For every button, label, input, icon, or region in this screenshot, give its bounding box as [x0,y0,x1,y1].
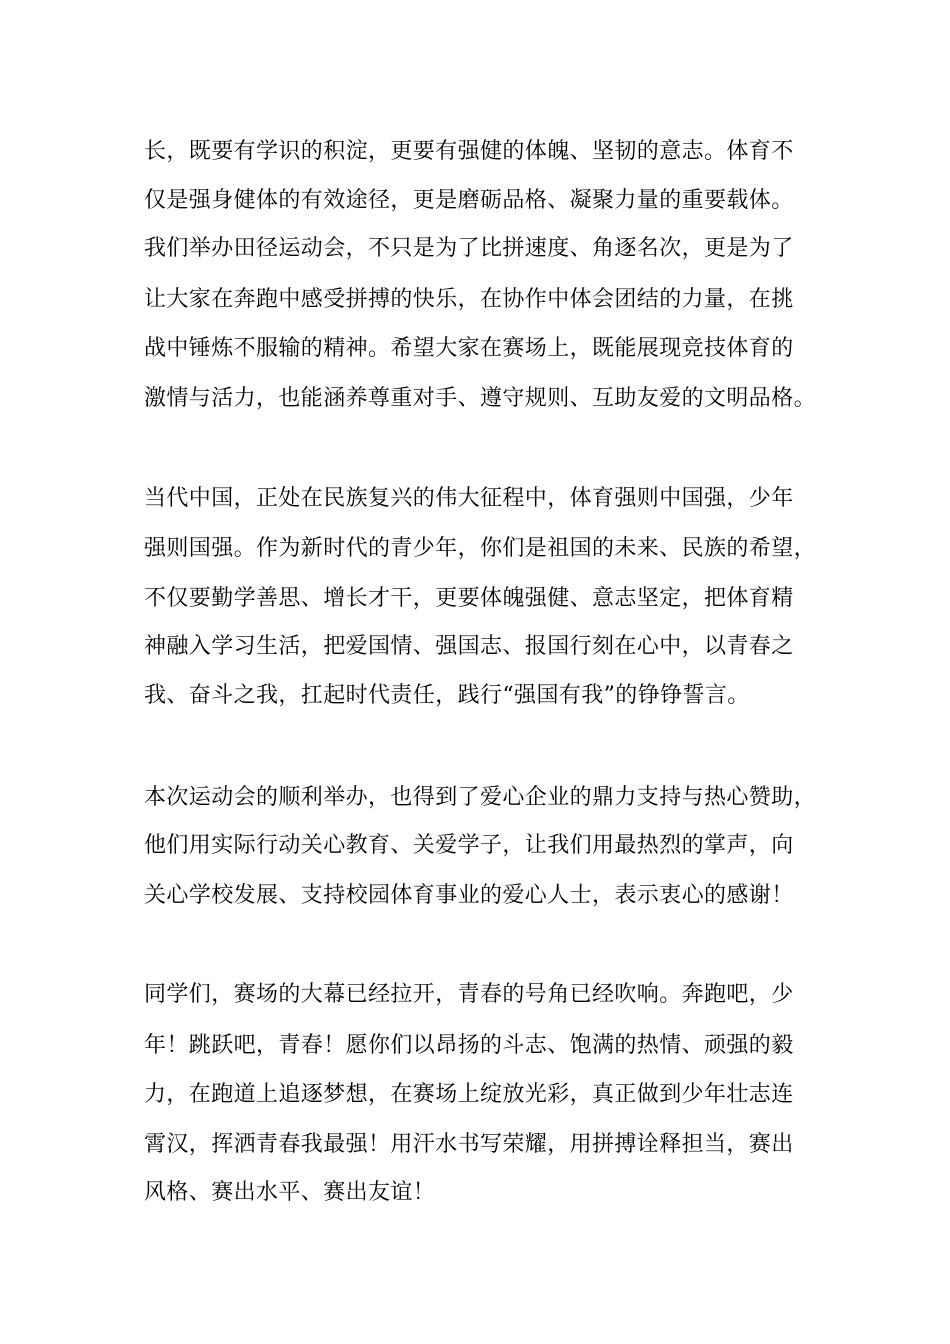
text-line: 强则国强。作为新时代的青少年，你们是祖国的未来、民族的希望， [144,536,817,561]
text-line: 关心学校发展、支持校园体育事业的爱心人士，表示衷心的感谢！ [144,883,794,908]
text-line: 神融入学习生活，把爱国情、强国志、报国行刻在心中，以青春之 [144,634,794,659]
text-line: 我们举办田径运动会，不只是为了比拼速度、角逐名次，更是为了 [144,236,794,261]
text-line: 他们用实际行动关心教育、关爱学子，让我们用最热烈的掌声，向 [144,833,794,858]
text-line: 战中锤炼不服输的精神。希望大家在赛场上，既能展现竞技体育的 [144,336,794,361]
text-line: 年！跳跃吧，青春！愿你们以昂扬的斗志、饱满的热情、顽强的毅 [144,1033,794,1058]
text-line: 激情与活力，也能涵养尊重对手、遵守规则、互助友爱的文明品格。 [144,386,817,411]
text-line: 本次运动会的顺利举办，也得到了爱心企业的鼎力支持与热心赞助， [144,785,817,810]
text-line: 力，在跑道上追逐梦想，在赛场上绽放光彩，真正做到少年壮志连 [144,1082,794,1107]
text-line: 霄汉，挥洒青春我最强！用汗水书写荣耀，用拼搏诠释担当，赛出 [144,1132,794,1157]
text-line: 同学们，赛场的大幕已经拉开，青春的号角已经吹响。奔跑吧，少 [144,982,794,1007]
text-line: 当代中国，正处在民族复兴的伟大征程中，体育强则中国强，少年 [144,486,794,511]
text-line: 风格、赛出水平、赛出友谊！ [144,1180,436,1205]
text-line: 让大家在奔跑中感受拼搏的快乐，在协作中体会团结的力量，在挑 [144,287,794,312]
text-line: 长，既要有学识的积淀，更要有强健的体魄、坚韧的意志。体育不 [144,139,794,164]
text-line: 仅是强身健体的有效途径，更是磨砺品格、凝聚力量的重要载体。 [144,188,794,213]
text-line: 我、奋斗之我，扛起时代责任，践行“强国有我”的铮铮誓言。 [144,683,750,708]
text-line: 不仅要勤学善思、增长才干，更要体魄强健、意志坚定，把体育精 [144,586,794,611]
